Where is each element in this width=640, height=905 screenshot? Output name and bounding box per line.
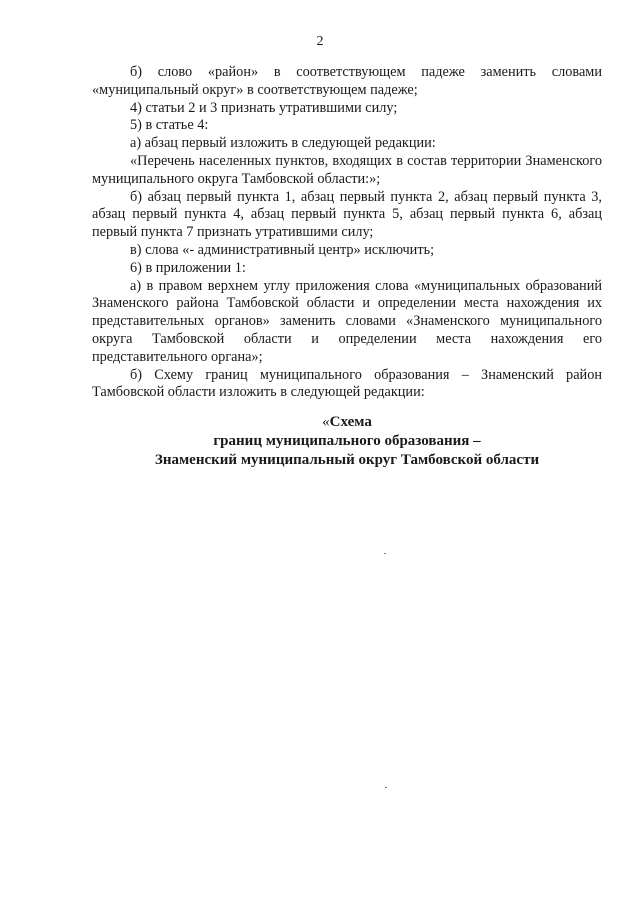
- paragraph-appendix-1-heading: 6) в приложении 1:: [130, 259, 246, 276]
- paragraph-boundary-scheme-new-wording: б) Схему границ муниципального образования – Знаменский район Тамбовской области изложить в следующей редакции:: [92, 366, 602, 401]
- paragraph-word-replacement: б) слово «район» в соответствующем падеже заменить словами «муниципальный округ» в соответствующем падеже;: [92, 64, 602, 98]
- schema-open-quote: «: [322, 414, 330, 430]
- paragraph-appendix-corner-replacement: а) в правом верхнем углу приложения слова «муниципальных образований Знаменского района Тамбовской области и определении места нахождения их представительных органов» заменить словами «Знаменского муниципального округа Тамбовской области и определении места нахождения его представительного органа»;: [92, 277, 602, 365]
- schema-title-line-3: Знаменский муниципальный округ Тамбовской области: [154, 452, 540, 468]
- schema-title-word: Схема: [329, 414, 372, 430]
- scan-speck: [385, 787, 387, 788]
- document-body: [92, 64, 602, 402]
- paragraph-article-4-heading: 5) в статье 4:: [130, 117, 209, 134]
- paragraph-settlements-list-quote: «Перечень населенных пунктов, входящих в состав территории Знаменского муниципального округа Тамбовской области:»;: [92, 152, 602, 187]
- schema-title: [92, 413, 602, 470]
- paragraph-points-repeal: б) абзац первый пункта 1, абзац первый пункта 2, абзац первый пункта 3, абзац первый пункта 4, абзац первый пункта 5, абзац первый пункта 6, абзац первый пункта 7 признать утратившими силу;: [92, 188, 602, 241]
- paragraph-admin-center-exclude: в) слова «- административный центр» исключить;: [130, 241, 435, 258]
- page-number: 2: [316, 34, 324, 49]
- paragraph-first-abzac-new-wording: а) абзац первый изложить в следующей редакции:: [130, 135, 436, 152]
- paragraph-articles-repeal: 4) статьи 2 и 3 признать утратившими силу;: [130, 99, 398, 116]
- scan-speck: [384, 553, 386, 554]
- schema-title-line-2: границ муниципального образования –: [213, 433, 481, 449]
- schema-title-line-1: [92, 413, 602, 432]
